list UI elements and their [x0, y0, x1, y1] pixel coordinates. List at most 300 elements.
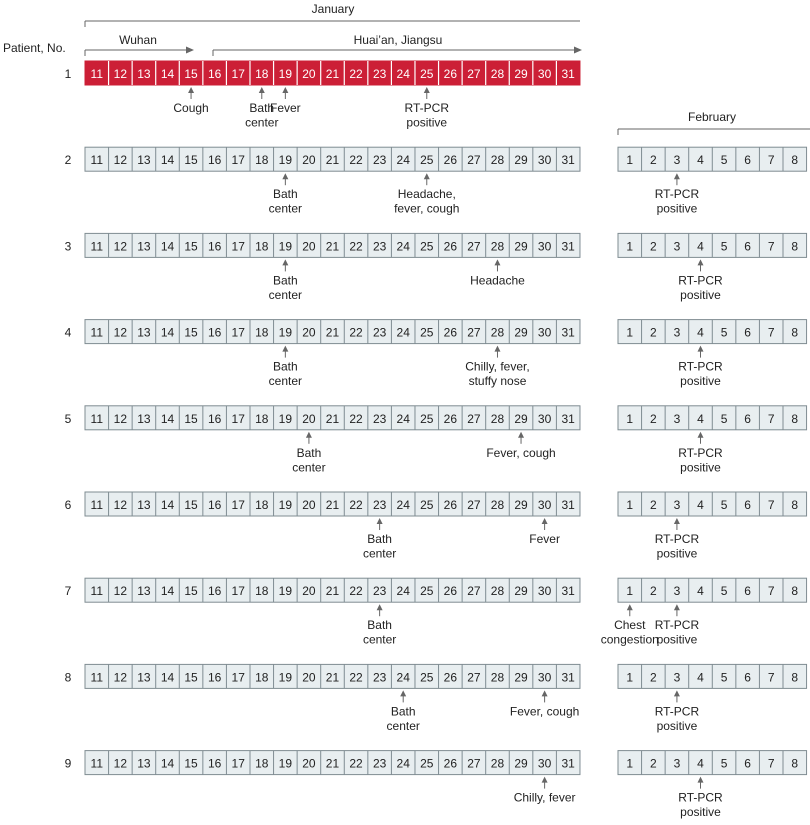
- february-day-5: 5: [720, 239, 728, 254]
- february-day-7: 7: [767, 239, 775, 254]
- january-day-29: 29: [514, 498, 528, 512]
- february-day-5: 5: [720, 325, 728, 340]
- event-annotation: [678, 259, 723, 302]
- january-day-26: 26: [443, 325, 458, 340]
- january-day-23: 23: [372, 153, 387, 168]
- january-day-31: 31: [561, 498, 575, 512]
- january-day-14: 14: [160, 498, 175, 512]
- january-day-16: 16: [207, 411, 222, 426]
- annotation-text: center: [268, 201, 303, 216]
- patient-row-9: [65, 751, 807, 820]
- patient-number: 1: [64, 67, 72, 81]
- january-day-24: 24: [396, 325, 410, 340]
- huaian-label: Huai’an, Jiangsu: [353, 33, 443, 47]
- february-day-2: 2: [650, 756, 657, 771]
- january-day-25: 25: [420, 756, 434, 771]
- january-day-22: 22: [349, 67, 363, 81]
- january-day-23: 23: [372, 584, 387, 599]
- event-annotation: [269, 259, 302, 302]
- january-day-29: 29: [514, 670, 528, 685]
- annotation-text: RT-PCR: [678, 445, 723, 460]
- february-day-4: 4: [697, 325, 704, 340]
- january-day-13: 13: [137, 239, 151, 254]
- january-strip: [85, 61, 580, 85]
- january-day-26: 26: [443, 411, 458, 426]
- january-day-17: 17: [231, 584, 245, 599]
- january-day-25: 25: [420, 325, 434, 340]
- event-annotation: [655, 604, 700, 647]
- january-day-13: 13: [137, 498, 151, 512]
- annotation-text: Chilly, fever,: [465, 359, 530, 374]
- january-day-27: 27: [467, 756, 481, 771]
- january-day-21: 21: [325, 584, 340, 599]
- february-strip: [618, 492, 807, 516]
- january-day-11: 11: [90, 325, 104, 340]
- annotation-text: positive: [680, 374, 721, 389]
- february-day-3: 3: [673, 411, 681, 426]
- january-day-16: 16: [207, 756, 222, 771]
- huaian-arrow-head: [574, 47, 582, 54]
- annotation-text: RT-PCR: [654, 532, 700, 546]
- january-day-30: 30: [537, 411, 552, 426]
- january-day-18: 18: [255, 670, 269, 685]
- january-day-23: 23: [372, 411, 387, 426]
- patient-number: 3: [64, 239, 72, 254]
- february-strip: [618, 578, 807, 602]
- january-day-14: 14: [160, 756, 175, 771]
- annotation-arrow-head: [259, 87, 265, 93]
- annotation-arrow-head: [698, 259, 704, 265]
- january-day-12: 12: [113, 584, 128, 599]
- annotation-arrow-head: [698, 346, 704, 352]
- january-day-11: 11: [90, 584, 104, 599]
- january-day-24: 24: [396, 756, 410, 771]
- january-day-12: 12: [113, 153, 128, 168]
- february-day-3: 3: [673, 756, 681, 771]
- january-day-31: 31: [561, 153, 575, 168]
- january-day-26: 26: [443, 239, 458, 254]
- january-day-15: 15: [184, 584, 198, 599]
- january-day-30: 30: [537, 584, 552, 599]
- january-day-31: 31: [561, 239, 575, 254]
- january-day-21: 21: [325, 756, 340, 771]
- patient-row-4: [65, 320, 807, 389]
- january-day-14: 14: [160, 411, 175, 426]
- annotation-text: RT-PCR: [678, 359, 723, 374]
- january-day-14: 14: [160, 325, 175, 340]
- january-day-18: 18: [255, 411, 269, 426]
- february-day-5: 5: [720, 498, 728, 512]
- january-day-15: 15: [184, 67, 198, 81]
- january-day-26: 26: [443, 584, 458, 599]
- january-day-25: 25: [420, 153, 434, 168]
- annotation-text: Chilly, fever: [513, 790, 576, 805]
- january-day-28: 28: [490, 498, 505, 512]
- january-day-22: 22: [349, 498, 363, 512]
- january-day-29: 29: [514, 756, 528, 771]
- january-day-28: 28: [490, 584, 505, 599]
- january-day-26: 26: [443, 756, 458, 771]
- january-day-11: 11: [90, 153, 104, 168]
- january-day-21: 21: [325, 411, 340, 426]
- january-day-31: 31: [561, 584, 575, 599]
- january-day-27: 27: [467, 498, 481, 512]
- wuhan-label: Wuhan: [119, 33, 157, 47]
- february-day-3: 3: [673, 239, 681, 254]
- january-day-17: 17: [231, 153, 245, 168]
- annotation-arrow-head: [282, 259, 288, 265]
- february-day-2: 2: [650, 498, 657, 512]
- annotation-text: Bath: [367, 532, 392, 546]
- annotation-text: positive: [680, 805, 721, 820]
- january-day-22: 22: [349, 584, 363, 599]
- january-day-30: 30: [537, 239, 552, 254]
- february-day-6: 6: [744, 670, 751, 685]
- january-day-17: 17: [231, 498, 245, 512]
- january-day-23: 23: [372, 498, 387, 512]
- january-day-15: 15: [184, 756, 198, 771]
- annotation-text: Bath: [273, 359, 298, 374]
- january-day-18: 18: [255, 498, 269, 512]
- january-day-25: 25: [420, 498, 434, 512]
- annotation-arrow-head: [282, 87, 288, 93]
- event-annotation: [387, 690, 420, 733]
- january-day-12: 12: [113, 67, 128, 81]
- january-day-12: 12: [113, 756, 128, 771]
- january-day-30: 30: [537, 67, 552, 81]
- january-day-24: 24: [396, 153, 410, 168]
- february-day-1: 1: [626, 756, 634, 771]
- annotation-arrow-head: [542, 690, 548, 696]
- annotation-text: Headache: [470, 273, 525, 288]
- january-day-25: 25: [420, 411, 434, 426]
- february-day-1: 1: [626, 411, 634, 426]
- january-day-28: 28: [490, 411, 505, 426]
- annotation-text: Fever: [529, 532, 560, 546]
- january-strip: [85, 147, 580, 171]
- february-day-6: 6: [744, 325, 751, 340]
- january-strip: [85, 320, 580, 344]
- annotation-text: positive: [406, 115, 448, 130]
- february-day-1: 1: [626, 325, 634, 340]
- january-day-21: 21: [325, 325, 340, 340]
- january-day-22: 22: [349, 670, 363, 685]
- annotation-text: positive: [656, 718, 698, 733]
- february-day-4: 4: [697, 411, 704, 426]
- february-day-2: 2: [650, 584, 657, 599]
- annotation-text: positive: [656, 632, 698, 647]
- event-annotation: [394, 173, 459, 216]
- january-day-23: 23: [372, 67, 387, 81]
- january-day-22: 22: [349, 325, 363, 340]
- january-day-20: 20: [302, 153, 316, 168]
- january-day-29: 29: [514, 239, 528, 254]
- annotation-text: fever, cough: [394, 201, 460, 216]
- february-day-5: 5: [720, 411, 728, 426]
- january-day-25: 25: [420, 239, 434, 254]
- annotation-text: Cough: [173, 101, 209, 115]
- january-day-27: 27: [467, 325, 481, 340]
- february-day-6: 6: [744, 584, 751, 599]
- january-strip: [85, 578, 580, 602]
- january-day-24: 24: [396, 670, 410, 685]
- february-strip: [618, 751, 807, 775]
- annotation-text: center: [268, 287, 303, 302]
- january-day-29: 29: [514, 153, 528, 168]
- annotation-text: Fever: [270, 101, 301, 115]
- event-annotation: [269, 173, 302, 216]
- annotation-arrow-head: [424, 87, 430, 93]
- january-day-29: 29: [514, 325, 528, 340]
- january-day-16: 16: [207, 670, 222, 685]
- patient-number: 6: [64, 498, 72, 512]
- event-annotation: [405, 87, 450, 130]
- january-day-13: 13: [137, 756, 151, 771]
- event-annotation: [655, 173, 700, 216]
- january-day-19: 19: [278, 411, 293, 426]
- january-day-13: 13: [137, 411, 151, 426]
- january-day-16: 16: [207, 67, 222, 81]
- february-day-6: 6: [744, 153, 751, 168]
- january-day-15: 15: [184, 325, 198, 340]
- annotation-text: Headache,: [397, 187, 456, 202]
- february-day-7: 7: [767, 325, 775, 340]
- annotation-text: RT-PCR: [654, 618, 700, 633]
- annotation-text: positive: [680, 460, 721, 475]
- january-day-24: 24: [396, 498, 410, 512]
- annotation-arrow-head: [377, 604, 383, 610]
- event-annotation: [529, 518, 560, 546]
- annotation-text: RT-PCR: [404, 101, 449, 115]
- january-day-21: 21: [325, 153, 340, 168]
- january-day-21: 21: [325, 239, 340, 254]
- event-annotation: [678, 777, 723, 820]
- event-annotation: [470, 259, 525, 287]
- january-day-20: 20: [302, 411, 316, 426]
- january-strip: [85, 406, 580, 430]
- january-day-28: 28: [490, 670, 505, 685]
- annotation-arrow-head: [282, 173, 288, 179]
- january-day-17: 17: [231, 67, 245, 81]
- january-day-16: 16: [207, 498, 222, 512]
- february-day-6: 6: [744, 411, 751, 426]
- january-day-24: 24: [396, 239, 410, 254]
- january-day-11: 11: [90, 67, 104, 81]
- february-day-7: 7: [767, 584, 775, 599]
- annotation-text: RT-PCR: [678, 273, 723, 288]
- patient-no-label: Patient, No.: [3, 41, 66, 55]
- annotation-arrow-head: [518, 432, 524, 438]
- january-day-16: 16: [207, 153, 222, 168]
- january-day-17: 17: [231, 325, 245, 340]
- annotation-text: center: [362, 632, 397, 647]
- february-day-6: 6: [744, 498, 751, 512]
- february-day-4: 4: [697, 239, 704, 254]
- february-day-8: 8: [791, 239, 799, 254]
- january-day-14: 14: [160, 153, 175, 168]
- january-day-19: 19: [278, 239, 293, 254]
- january-day-21: 21: [325, 670, 340, 685]
- january-day-30: 30: [537, 756, 552, 771]
- annotation-arrow-head: [424, 173, 430, 179]
- event-annotation: [292, 432, 325, 475]
- january-day-25: 25: [420, 584, 434, 599]
- january-day-20: 20: [302, 67, 316, 81]
- january-day-20: 20: [302, 325, 316, 340]
- january-strip: [85, 664, 580, 688]
- january-day-15: 15: [184, 239, 198, 254]
- january-day-21: 21: [325, 67, 340, 81]
- january-day-25: 25: [420, 67, 434, 81]
- january-day-20: 20: [302, 584, 316, 599]
- annotation-text: RT-PCR: [654, 187, 700, 202]
- january-day-12: 12: [113, 325, 128, 340]
- january-day-21: 21: [325, 498, 340, 512]
- february-day-8: 8: [791, 670, 799, 685]
- january-day-24: 24: [396, 584, 410, 599]
- january-day-19: 19: [278, 67, 293, 81]
- february-day-5: 5: [720, 584, 728, 599]
- january-day-23: 23: [372, 756, 387, 771]
- january-day-30: 30: [537, 498, 552, 512]
- event-annotation: [678, 346, 723, 389]
- february-day-4: 4: [697, 153, 704, 168]
- february-day-1: 1: [626, 584, 634, 599]
- january-day-13: 13: [137, 670, 151, 685]
- patient-row-3: [65, 233, 807, 302]
- january-day-30: 30: [537, 153, 552, 168]
- january-day-28: 28: [490, 325, 505, 340]
- february-day-7: 7: [767, 153, 775, 168]
- patient-row-5: [65, 406, 807, 475]
- annotation-arrow-head: [674, 173, 680, 179]
- january-day-18: 18: [255, 153, 269, 168]
- annotation-text: Bath: [273, 187, 298, 202]
- january-day-12: 12: [113, 411, 128, 426]
- event-annotation: [510, 690, 579, 718]
- january-day-17: 17: [231, 756, 245, 771]
- annotation-text: Bath: [273, 273, 298, 288]
- annotation-text: RT-PCR: [678, 790, 723, 805]
- patient-row-2: [65, 147, 807, 216]
- january-day-11: 11: [90, 670, 104, 685]
- january-day-30: 30: [537, 325, 552, 340]
- january-day-18: 18: [255, 239, 269, 254]
- february-day-3: 3: [673, 498, 681, 512]
- january-day-28: 28: [490, 67, 505, 81]
- january-day-22: 22: [349, 411, 363, 426]
- annotation-arrow-head: [494, 346, 500, 352]
- annotation-text: congestion: [600, 632, 659, 647]
- february-day-7: 7: [767, 411, 775, 426]
- january-day-19: 19: [278, 670, 293, 685]
- annotation-text: positive: [680, 287, 721, 302]
- february-day-7: 7: [767, 756, 775, 771]
- january-day-13: 13: [137, 325, 151, 340]
- february-day-8: 8: [791, 498, 799, 512]
- january-day-14: 14: [160, 584, 175, 599]
- february-day-2: 2: [650, 153, 657, 168]
- patient-number: 9: [64, 756, 72, 771]
- february-day-7: 7: [767, 670, 775, 685]
- january-day-29: 29: [514, 411, 528, 426]
- february-day-3: 3: [673, 153, 681, 168]
- february-strip: [618, 147, 807, 171]
- january-day-25: 25: [420, 670, 434, 685]
- january-day-27: 27: [467, 239, 481, 254]
- january-day-19: 19: [278, 584, 293, 599]
- january-day-19: 19: [278, 498, 293, 512]
- patient-row-1: [65, 61, 580, 130]
- annotation-arrow-head: [627, 604, 633, 610]
- january-strip: [85, 751, 580, 775]
- annotation-arrow-head: [674, 690, 680, 696]
- patient-number: 8: [64, 670, 72, 685]
- february-day-6: 6: [744, 756, 751, 771]
- february-day-4: 4: [697, 756, 704, 771]
- annotation-arrow-head: [542, 777, 548, 783]
- january-day-20: 20: [302, 756, 316, 771]
- february-day-8: 8: [791, 325, 799, 340]
- january-day-26: 26: [443, 670, 458, 685]
- february-day-5: 5: [720, 756, 728, 771]
- annotation-text: Bath: [296, 445, 322, 460]
- january-day-14: 14: [160, 67, 175, 81]
- annotation-text: center: [386, 718, 420, 733]
- january-day-23: 23: [372, 670, 387, 685]
- february-day-6: 6: [744, 239, 751, 254]
- january-day-31: 31: [561, 756, 575, 771]
- january-day-22: 22: [349, 756, 363, 771]
- january-day-14: 14: [160, 239, 175, 254]
- january-day-26: 26: [443, 153, 458, 168]
- february-strip: [618, 664, 807, 688]
- annotation-text: positive: [656, 546, 698, 561]
- january-day-13: 13: [137, 67, 151, 81]
- january-day-22: 22: [349, 153, 363, 168]
- january-day-31: 31: [561, 670, 575, 685]
- january-day-29: 29: [514, 584, 528, 599]
- annotation-text: center: [268, 374, 303, 389]
- january-day-16: 16: [207, 584, 222, 599]
- february-day-3: 3: [673, 670, 681, 685]
- february-day-1: 1: [626, 498, 634, 512]
- january-strip: [85, 492, 580, 516]
- annotation-text: center: [292, 460, 326, 475]
- january-day-20: 20: [302, 239, 316, 254]
- january-day-19: 19: [278, 325, 293, 340]
- february-strip: [618, 320, 807, 344]
- january-day-28: 28: [490, 239, 505, 254]
- annotation-arrow-head: [674, 518, 680, 524]
- event-annotation: [173, 87, 208, 115]
- january-strip: [85, 233, 580, 257]
- patient-number: 5: [64, 411, 72, 426]
- january-day-12: 12: [113, 670, 128, 685]
- annotation-text: center: [245, 115, 279, 130]
- february-day-4: 4: [697, 670, 704, 685]
- patient-number: 4: [64, 325, 72, 340]
- january-day-15: 15: [184, 411, 198, 426]
- february-strip: [618, 406, 807, 430]
- february-day-8: 8: [791, 153, 799, 168]
- january-day-18: 18: [255, 756, 269, 771]
- february-day-8: 8: [791, 411, 799, 426]
- january-day-26: 26: [443, 67, 458, 81]
- january-day-11: 11: [90, 498, 104, 512]
- january-day-13: 13: [137, 153, 151, 168]
- january-day-20: 20: [302, 670, 316, 685]
